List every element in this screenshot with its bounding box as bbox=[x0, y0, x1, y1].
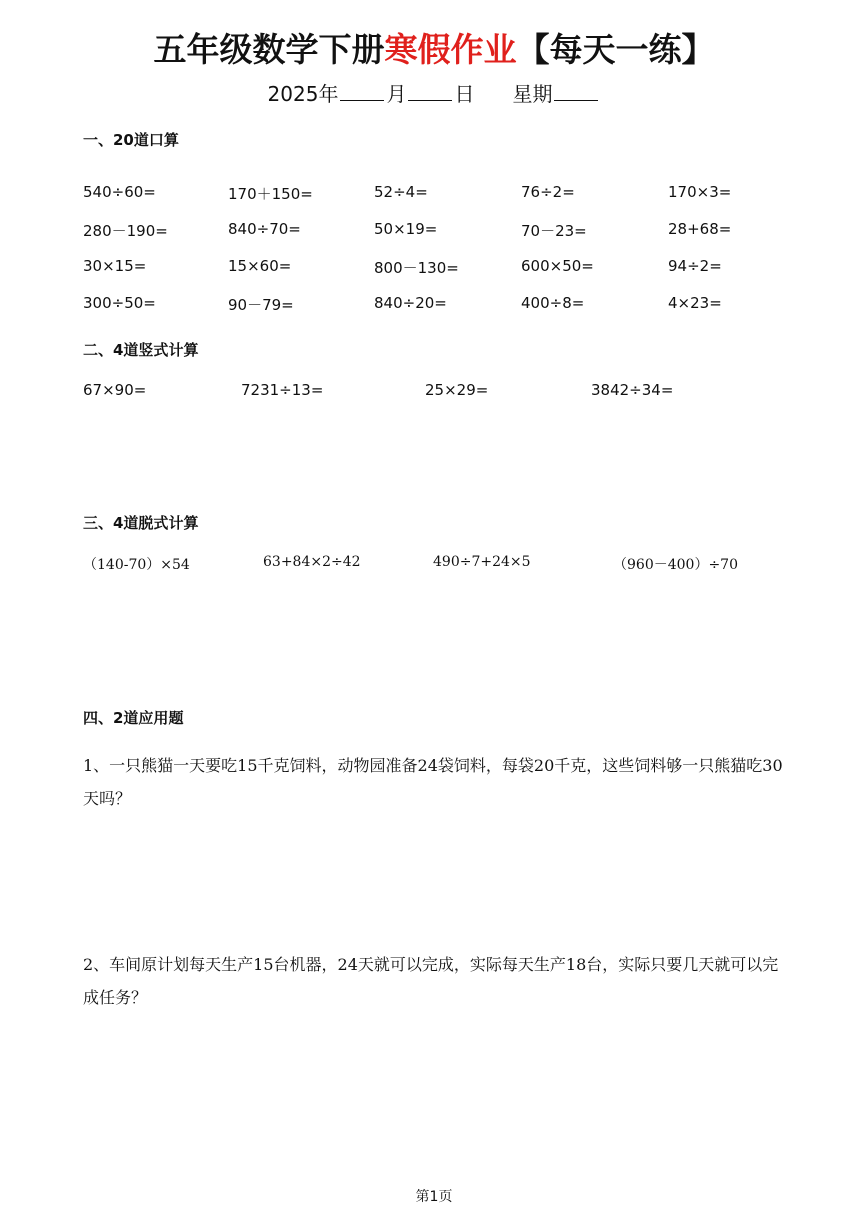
oral-item: 540÷60= bbox=[83, 183, 156, 201]
oral-item: 300÷50= bbox=[83, 294, 156, 312]
oral-item: 28+68= bbox=[668, 220, 732, 238]
oral-item: 50×19= bbox=[374, 220, 438, 238]
oral-item: 170＋150= bbox=[228, 185, 313, 203]
section-vertical-heading: 二、4道竖式计算 bbox=[83, 341, 199, 359]
weekday-blank bbox=[554, 82, 598, 101]
mixed-item: 63+84×2÷42 bbox=[263, 554, 361, 570]
oral-item: 76÷2= bbox=[521, 183, 575, 201]
date-line bbox=[0, 78, 868, 107]
month-blank bbox=[340, 82, 384, 101]
oral-item: 840÷70= bbox=[228, 220, 301, 238]
oral-item: 15×60= bbox=[228, 257, 292, 275]
oral-row bbox=[83, 294, 803, 331]
page-number: 第1页 bbox=[415, 1189, 453, 1205]
weekday-label: 星期 bbox=[512, 82, 553, 106]
oral-item: 52÷4= bbox=[374, 183, 428, 201]
oral-item: 840÷20= bbox=[374, 294, 447, 312]
vertical-item: 7231÷13= bbox=[241, 381, 324, 399]
section-oral-heading: 一、20道口算 bbox=[83, 131, 179, 149]
day-label: 日 bbox=[454, 82, 475, 106]
oral-item: 4×23= bbox=[668, 294, 722, 312]
title-part-3: 【每天一练】 bbox=[516, 30, 715, 69]
oral-grid bbox=[83, 183, 803, 331]
word-problem-2: 2、车间原计划每天生产15台机器，24天就可以完成，实际每天生产18台，实际只要几天就可以完成任务？ bbox=[83, 955, 779, 1007]
oral-row bbox=[83, 257, 803, 294]
mixed-calc-row bbox=[83, 554, 803, 574]
oral-item: 90－79= bbox=[228, 296, 294, 314]
oral-item: 30×15= bbox=[83, 257, 147, 275]
mixed-item: 490÷7+24×5 bbox=[433, 554, 531, 570]
oral-item: 800－130= bbox=[374, 259, 459, 277]
mixed-item: （140-70）×54 bbox=[83, 557, 190, 573]
vertical-item: 3842÷34= bbox=[591, 381, 674, 399]
oral-item: 400÷8= bbox=[521, 294, 585, 312]
oral-item: 70－23= bbox=[521, 222, 587, 240]
vertical-item: 25×29= bbox=[425, 381, 489, 399]
oral-row bbox=[83, 220, 803, 257]
vertical-calc-row bbox=[83, 381, 803, 401]
section-mixed-heading: 三、4道脱式计算 bbox=[83, 514, 199, 532]
oral-item: 280－190= bbox=[83, 222, 168, 240]
section-word-problems-heading: 四、2道应用题 bbox=[83, 709, 184, 727]
vertical-item: 67×90= bbox=[83, 381, 147, 399]
year-label: 2025年 bbox=[267, 82, 339, 106]
mixed-item: （960－400）÷70 bbox=[613, 557, 738, 573]
oral-item: 600×50= bbox=[521, 257, 594, 275]
oral-item: 170×3= bbox=[668, 183, 732, 201]
page-title bbox=[0, 24, 868, 71]
oral-item: 94÷2= bbox=[668, 257, 722, 275]
day-blank bbox=[408, 82, 452, 101]
title-part-1: 五年级数学下册 bbox=[153, 30, 385, 69]
oral-row bbox=[83, 183, 803, 220]
month-label: 月 bbox=[386, 82, 407, 106]
title-highlight: 寒假作业 bbox=[384, 30, 517, 69]
word-problem-1: 1、一只熊猫一天要吃15千克饲料，动物园准备24袋饲料，每袋20千克，这些饲料够一只熊猫吃30天吗？ bbox=[83, 756, 783, 808]
